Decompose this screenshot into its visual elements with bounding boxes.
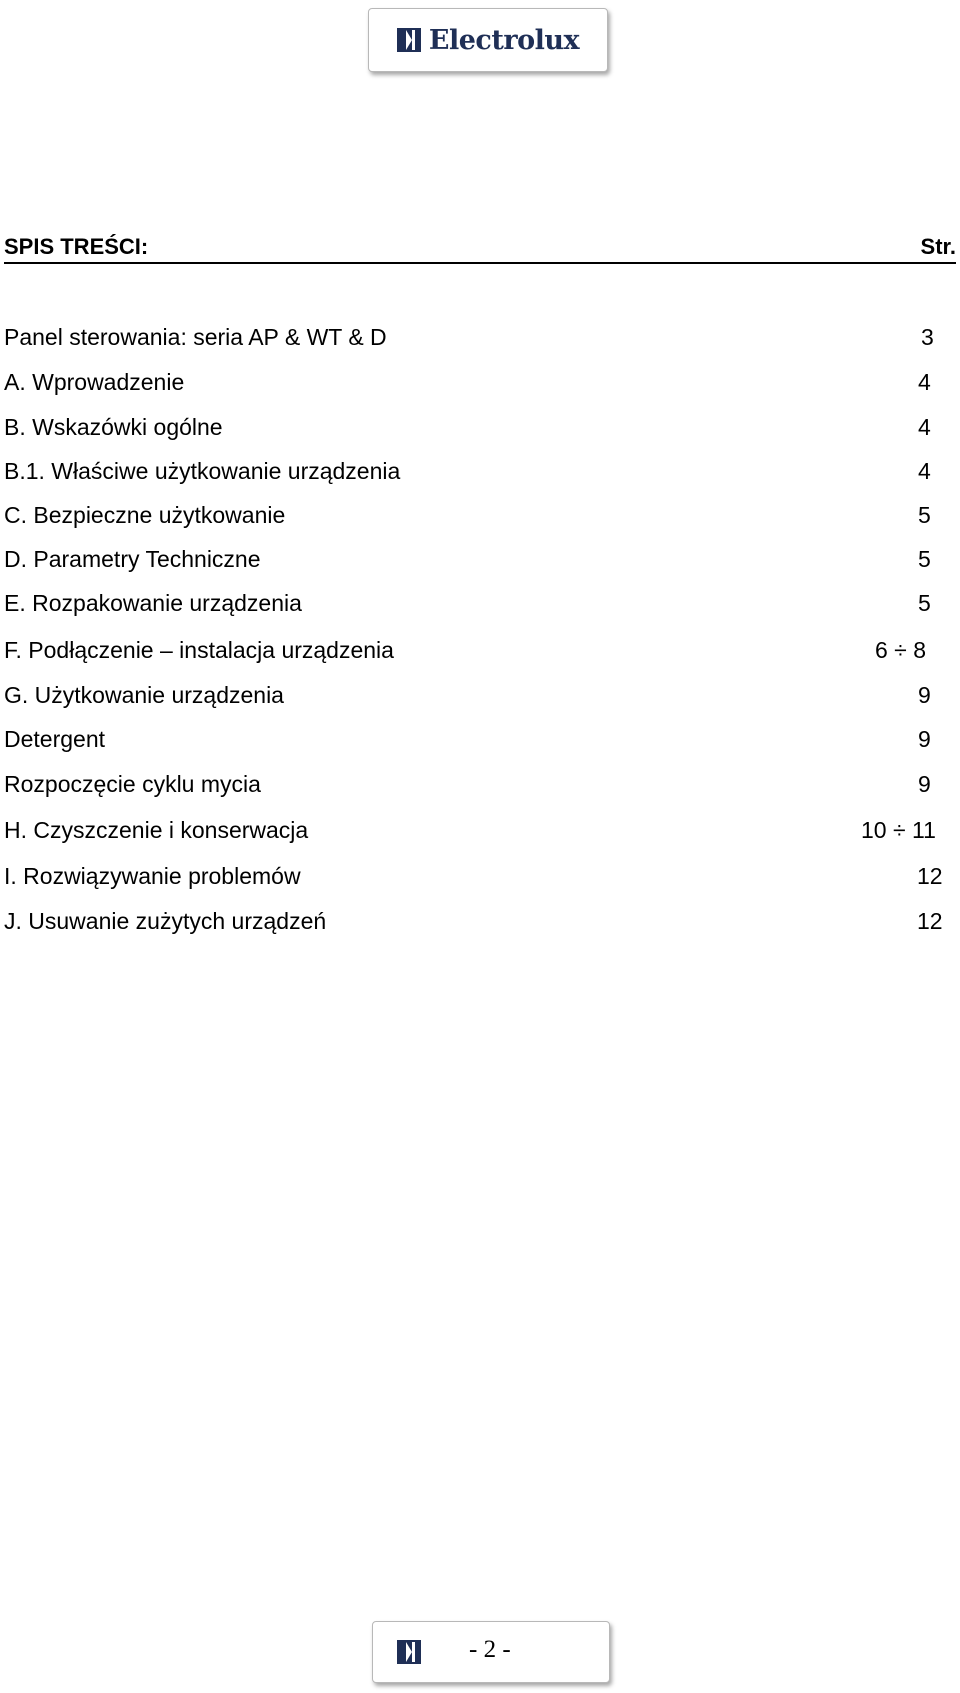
toc-entry-label: C. Bezpieczne użytkowanie <box>4 502 286 528</box>
toc-entry-label: Rozpoczęcie cyklu mycia <box>4 771 261 797</box>
toc-entry-page: 5 <box>918 546 931 572</box>
toc-entry-page: 4 <box>918 369 931 395</box>
toc-entry-label: G. Użytkowanie urządzenia <box>4 682 284 708</box>
toc-entry <box>4 635 956 665</box>
toc-entry <box>4 906 956 936</box>
brand-logo <box>397 25 579 56</box>
toc-entry-label: B. Wskazówki ogólne <box>4 414 223 440</box>
toc-entry <box>4 815 956 845</box>
toc-entry-page: 9 <box>918 682 931 708</box>
brand-name: Electrolux <box>428 24 580 56</box>
toc-entry-label: J. Usuwanie zużytych urządzeń <box>4 908 327 934</box>
toc-entry-page: 9 <box>918 771 931 797</box>
toc-entry-page: 4 <box>918 414 931 440</box>
brand-logo-box <box>368 8 608 72</box>
toc-entry <box>4 724 956 754</box>
electrolux-logo-icon <box>397 28 421 52</box>
toc-entry <box>4 861 956 891</box>
toc-entry <box>4 588 956 618</box>
toc-entry-page: 12 <box>917 863 943 889</box>
page-number: - 2 - <box>469 1636 511 1663</box>
toc-entry-label: I. Rozwiązywanie problemów <box>4 863 301 889</box>
toc-entry-label: E. Rozpakowanie urządzenia <box>4 590 302 616</box>
toc-entry-label: Detergent <box>4 726 106 752</box>
toc-entry-label: D. Parametry Techniczne <box>4 546 261 572</box>
toc-entry <box>4 544 956 574</box>
toc-entry <box>4 680 956 710</box>
toc-entry-page: 5 <box>918 502 931 528</box>
toc-entry-label: F. Podłączenie – instalacja urządzenia <box>4 637 394 663</box>
toc-entry <box>4 367 956 397</box>
toc-entry <box>4 500 956 530</box>
toc-entry-page: 9 <box>918 726 931 752</box>
toc-title: SPIS TREŚCI: <box>4 234 149 259</box>
toc-header <box>4 234 956 264</box>
toc-entry-label: Panel sterowania: seria AP & WT & D <box>4 324 387 350</box>
toc-entry <box>4 769 956 799</box>
toc-entry-page: 5 <box>918 590 931 616</box>
toc-entry <box>4 412 956 442</box>
toc-entry-page: 3 <box>921 324 934 350</box>
toc-entry-label: B.1. Właściwe użytkowanie urządzenia <box>4 458 401 484</box>
toc-entry-label: A. Wprowadzenie <box>4 369 185 395</box>
toc-entry-label: H. Czyszczenie i konserwacja <box>4 817 309 843</box>
toc-entry <box>4 456 956 486</box>
toc-page-column-label: Str. <box>920 234 956 259</box>
toc-entry <box>4 322 956 352</box>
toc-entry-page: 6 ÷ 8 <box>875 637 926 663</box>
toc-entry-page: 4 <box>918 458 931 484</box>
page-footer <box>372 1621 610 1683</box>
electrolux-logo-icon <box>397 1640 421 1664</box>
toc-entry-page: 12 <box>917 908 943 934</box>
toc-entry-page: 10 ÷ 11 <box>861 817 936 843</box>
